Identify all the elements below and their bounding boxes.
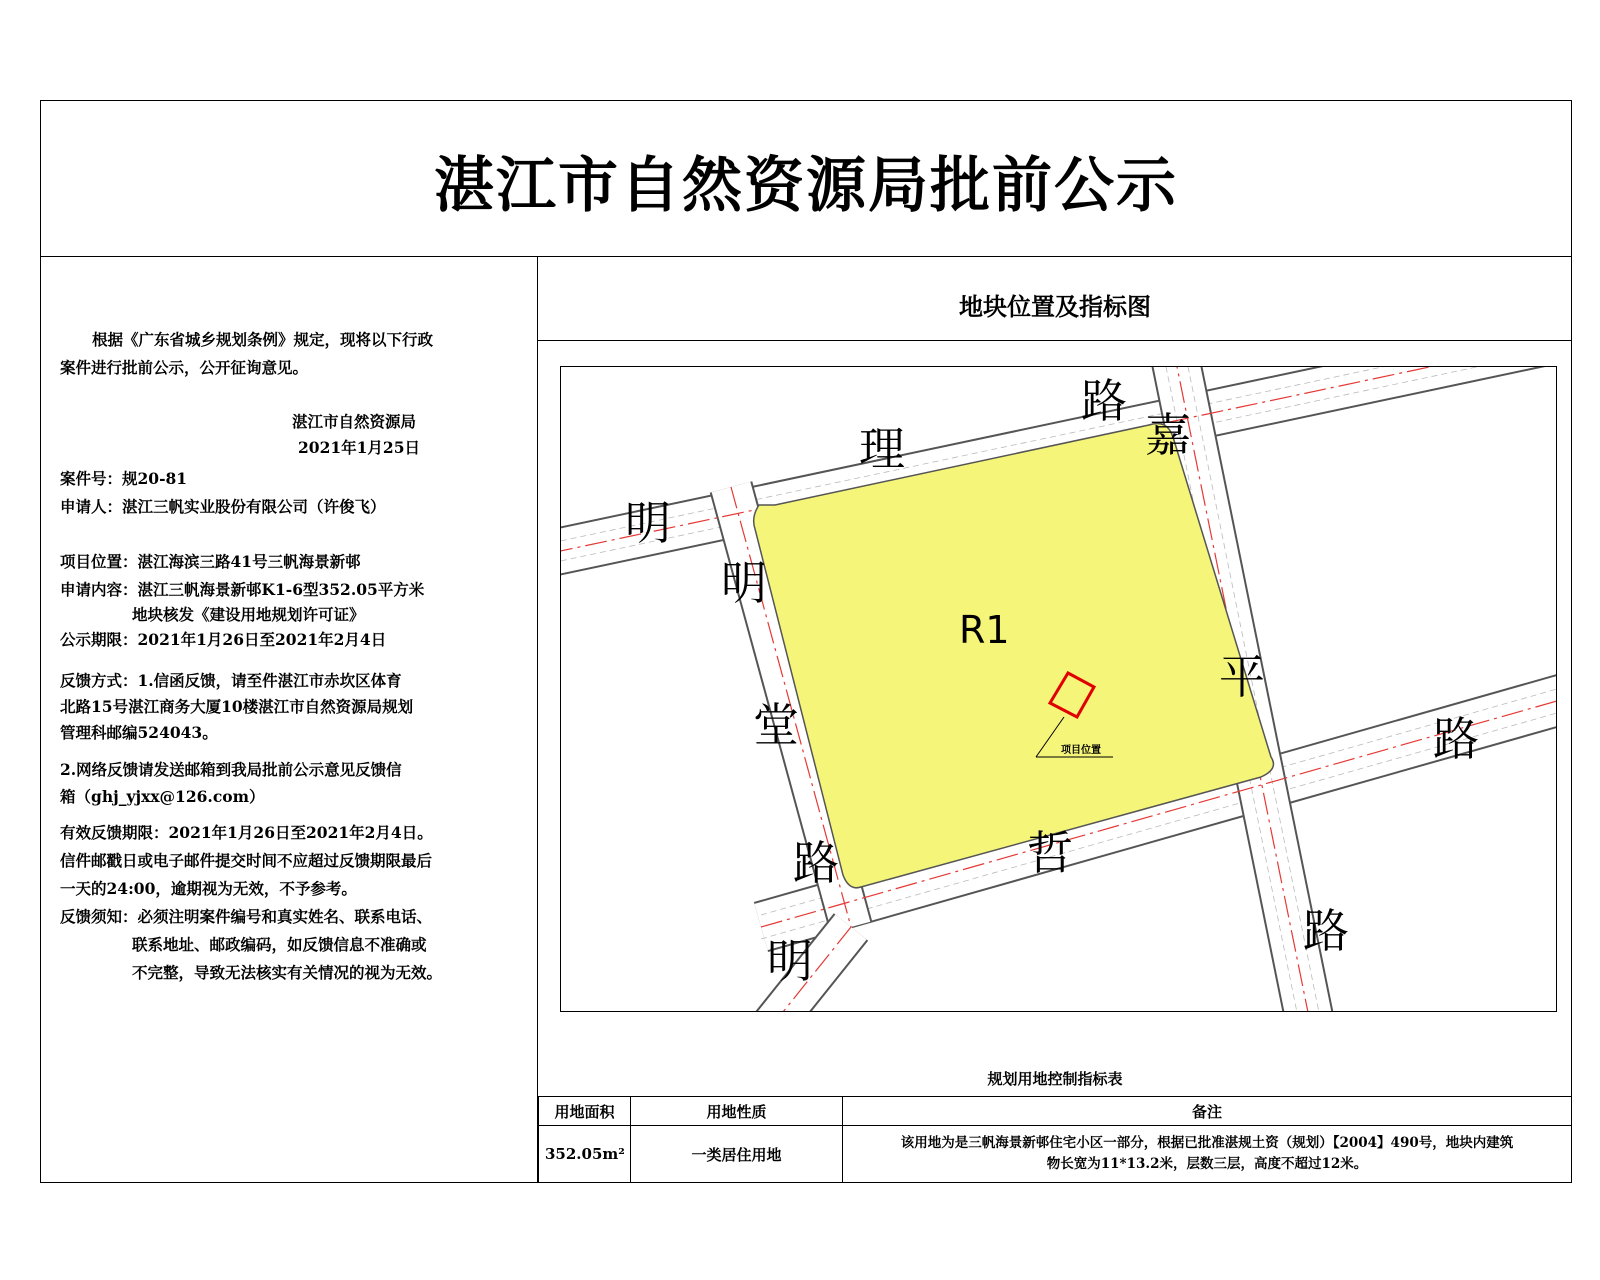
road-label: 路	[793, 836, 839, 890]
table-caption: 规划用地控制指标表	[987, 1070, 1123, 1088]
intro-text-line: 案件进行批前公示，公开征询意见。	[60, 358, 309, 377]
road-label: 路	[1303, 904, 1349, 958]
site-map-drawing	[561, 367, 1557, 1012]
road-label: 堂	[753, 698, 799, 752]
feedback-notice-cont: 不完整，导致无法核实有关情况的视为无效。	[132, 963, 443, 982]
feedback-email: 箱（ghj_yjxx@126.com）	[60, 787, 265, 806]
applicant: 申请人：湛江三帆实业股份有限公司（许俊飞）	[60, 497, 386, 516]
title-row	[40, 100, 1572, 257]
road-label: 路	[1081, 374, 1127, 428]
vertical-divider	[537, 257, 538, 1183]
notice-period: 公示期限：2021年1月26日至2021年2月4日	[60, 630, 387, 649]
intro-text-line: 根据《广东省城乡规划条例》规定，现将以下行政	[92, 330, 434, 349]
valid-period-cont: 一天的24:00，逾期视为无效，不予参考。	[60, 879, 357, 898]
road-label: 理	[859, 422, 905, 476]
issue-date: 2021年1月25日	[298, 438, 420, 457]
valid-period-cont: 信件邮戳日或电子邮件提交时间不应超过反馈期限最后	[60, 851, 433, 870]
cell-nature: 一类居住用地	[631, 1126, 843, 1183]
project-location: 项目位置：湛江海滨三路41号三帆海景新邨	[60, 552, 361, 571]
road-label: 路	[1433, 712, 1479, 766]
application-content-cont: 地块核发《建设用地规划许可证》	[132, 605, 365, 624]
project-site-label: 项目位置	[1061, 745, 1101, 756]
feedback-method: 反馈方式：1.信函反馈，请至件湛江市赤坎区体育	[60, 671, 402, 690]
road-label: 明	[625, 496, 671, 550]
feedback-method-cont: 管理科邮编524043。	[60, 723, 218, 742]
cell-area: 352.05m²	[539, 1126, 631, 1183]
issuer-name: 湛江市自然资源局	[292, 412, 417, 431]
table-header-row	[539, 1097, 1572, 1126]
note-line: 物长宽为11*13.2米，层数三层，高度不超过12米。	[1046, 1156, 1368, 1172]
road-label: 嘉	[1145, 408, 1191, 462]
table-row	[539, 1126, 1572, 1183]
site-map	[560, 366, 1557, 1012]
valid-period: 有效反馈期限：2021年1月26日至2021年2月4日。	[60, 823, 433, 842]
control-index-table	[538, 1096, 1572, 1183]
feedback-email-line: 2.网络反馈请发送邮箱到我局批前公示意见反馈信	[60, 760, 402, 779]
note-line: 该用地为是三帆海景新邨住宅小区一部分，根据已批准湛规土资（规划）【2004】490号，地块内建筑	[900, 1135, 1514, 1151]
road-label: 哲	[1027, 826, 1073, 880]
zone-label-r1: R1	[959, 608, 1010, 652]
case-number: 案件号：规20-81	[60, 469, 188, 488]
road-label: 平	[1219, 650, 1265, 704]
feedback-notice: 反馈须知：必须注明案件编号和真实姓名、联系电话、	[60, 907, 433, 926]
road-label: 明	[767, 934, 813, 988]
feedback-notice-cont: 联系地址、邮政编码，如反馈信息不准确或	[132, 935, 427, 954]
header-nature: 用地性质	[631, 1097, 843, 1126]
header-area: 用地面积	[539, 1097, 631, 1126]
cell-note	[843, 1126, 1572, 1183]
application-content: 申请内容：湛江三帆海景新邨K1-6型352.05平方米	[60, 580, 425, 599]
road-label: 明	[721, 556, 767, 610]
page-title: 湛江市自然资源局批前公示	[434, 151, 1178, 221]
map-title: 地块位置及指标图	[959, 292, 1151, 321]
map-header	[538, 257, 1572, 341]
feedback-method-cont: 北路15号湛江商务大厦10楼湛江市自然资源局规划	[60, 697, 414, 716]
header-note: 备注	[843, 1097, 1572, 1126]
